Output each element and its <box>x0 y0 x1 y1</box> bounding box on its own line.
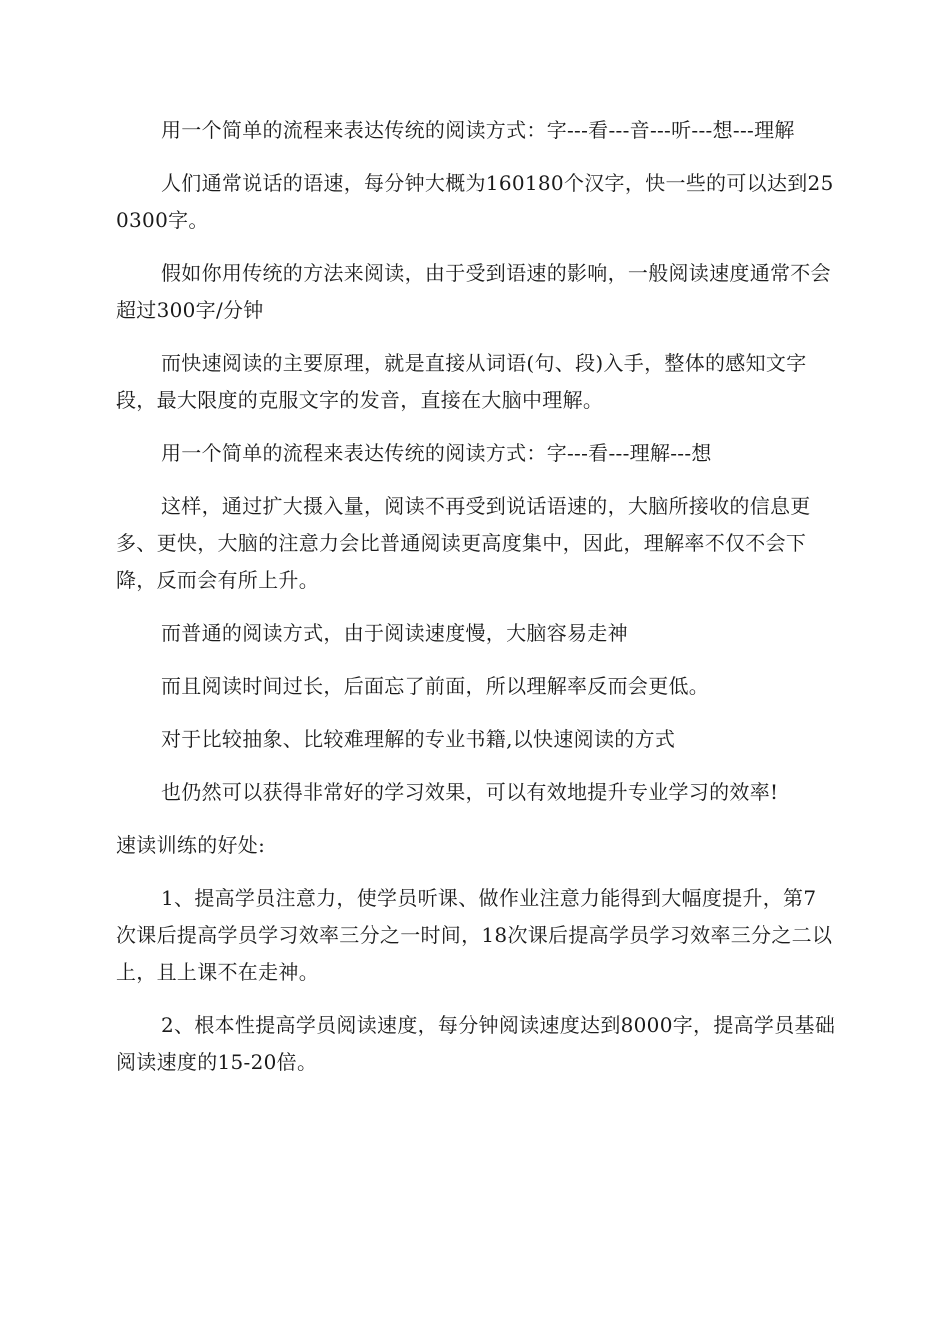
list-item-benefit-2: 2、根本性提高学员阅读速度，每分钟阅读速度达到8000字，提高学员基础阅读速度的15-20倍。 <box>116 1013 836 1074</box>
paragraph-fast-reading-principle: 而快速阅读的主要原理，就是直接从词语(句、段)入手，整体的感知文字段，最大限度的克服文字的发音，直接在大脑中理解。 <box>116 351 807 412</box>
paragraph-speech-rate: 人们通常说话的语速，每分钟大概为160180个汉字，快一些的可以达到250300字。 <box>116 171 834 232</box>
paragraph-long-reading-forgetting: 而且阅读时间过长，后面忘了前面，所以理解率反而会更低。 <box>161 674 710 698</box>
section-heading-benefits: 速读训练的好处: <box>116 833 266 857</box>
document-body <box>116 112 836 1097</box>
list-item-benefit-1: 1、提高学员注意力，使学员听课、做作业注意力能得到大幅度提升，第7次课后提高学员学习效率三分之一时间，18次课后提高学员学习效率三分之二以上，且上课不在走神。 <box>116 886 833 984</box>
paragraph-intake-benefit: 这样，通过扩大摄入量，阅读不再受到说话语速的，大脑所接收的信息更多、更快，大脑的注意力会比普通阅读更高度集中，因此，理解率不仅不会下降，反而会有所上升。 <box>116 494 811 592</box>
paragraph-reading-flow-traditional: 用一个简单的流程来表达传统的阅读方式：字---看---音---听---想---理解 <box>161 118 795 142</box>
paragraph-professional-books: 对于比较抽象、比较难理解的专业书籍,以快速阅读的方式 <box>161 727 676 751</box>
paragraph-reading-flow-fast: 用一个简单的流程来表达传统的阅读方式：字---看---理解---想 <box>161 441 712 465</box>
paragraph-learning-effect: 也仍然可以获得非常好的学习效果，可以有效地提升专业学习的效率! <box>161 780 779 804</box>
paragraph-normal-reading-distraction: 而普通的阅读方式，由于阅读速度慢，大脑容易走神 <box>161 621 628 645</box>
paragraph-traditional-speed-limit: 假如你用传统的方法来阅读，由于受到语速的影响，一般阅读速度通常不会超过300字/分钟 <box>116 261 831 322</box>
